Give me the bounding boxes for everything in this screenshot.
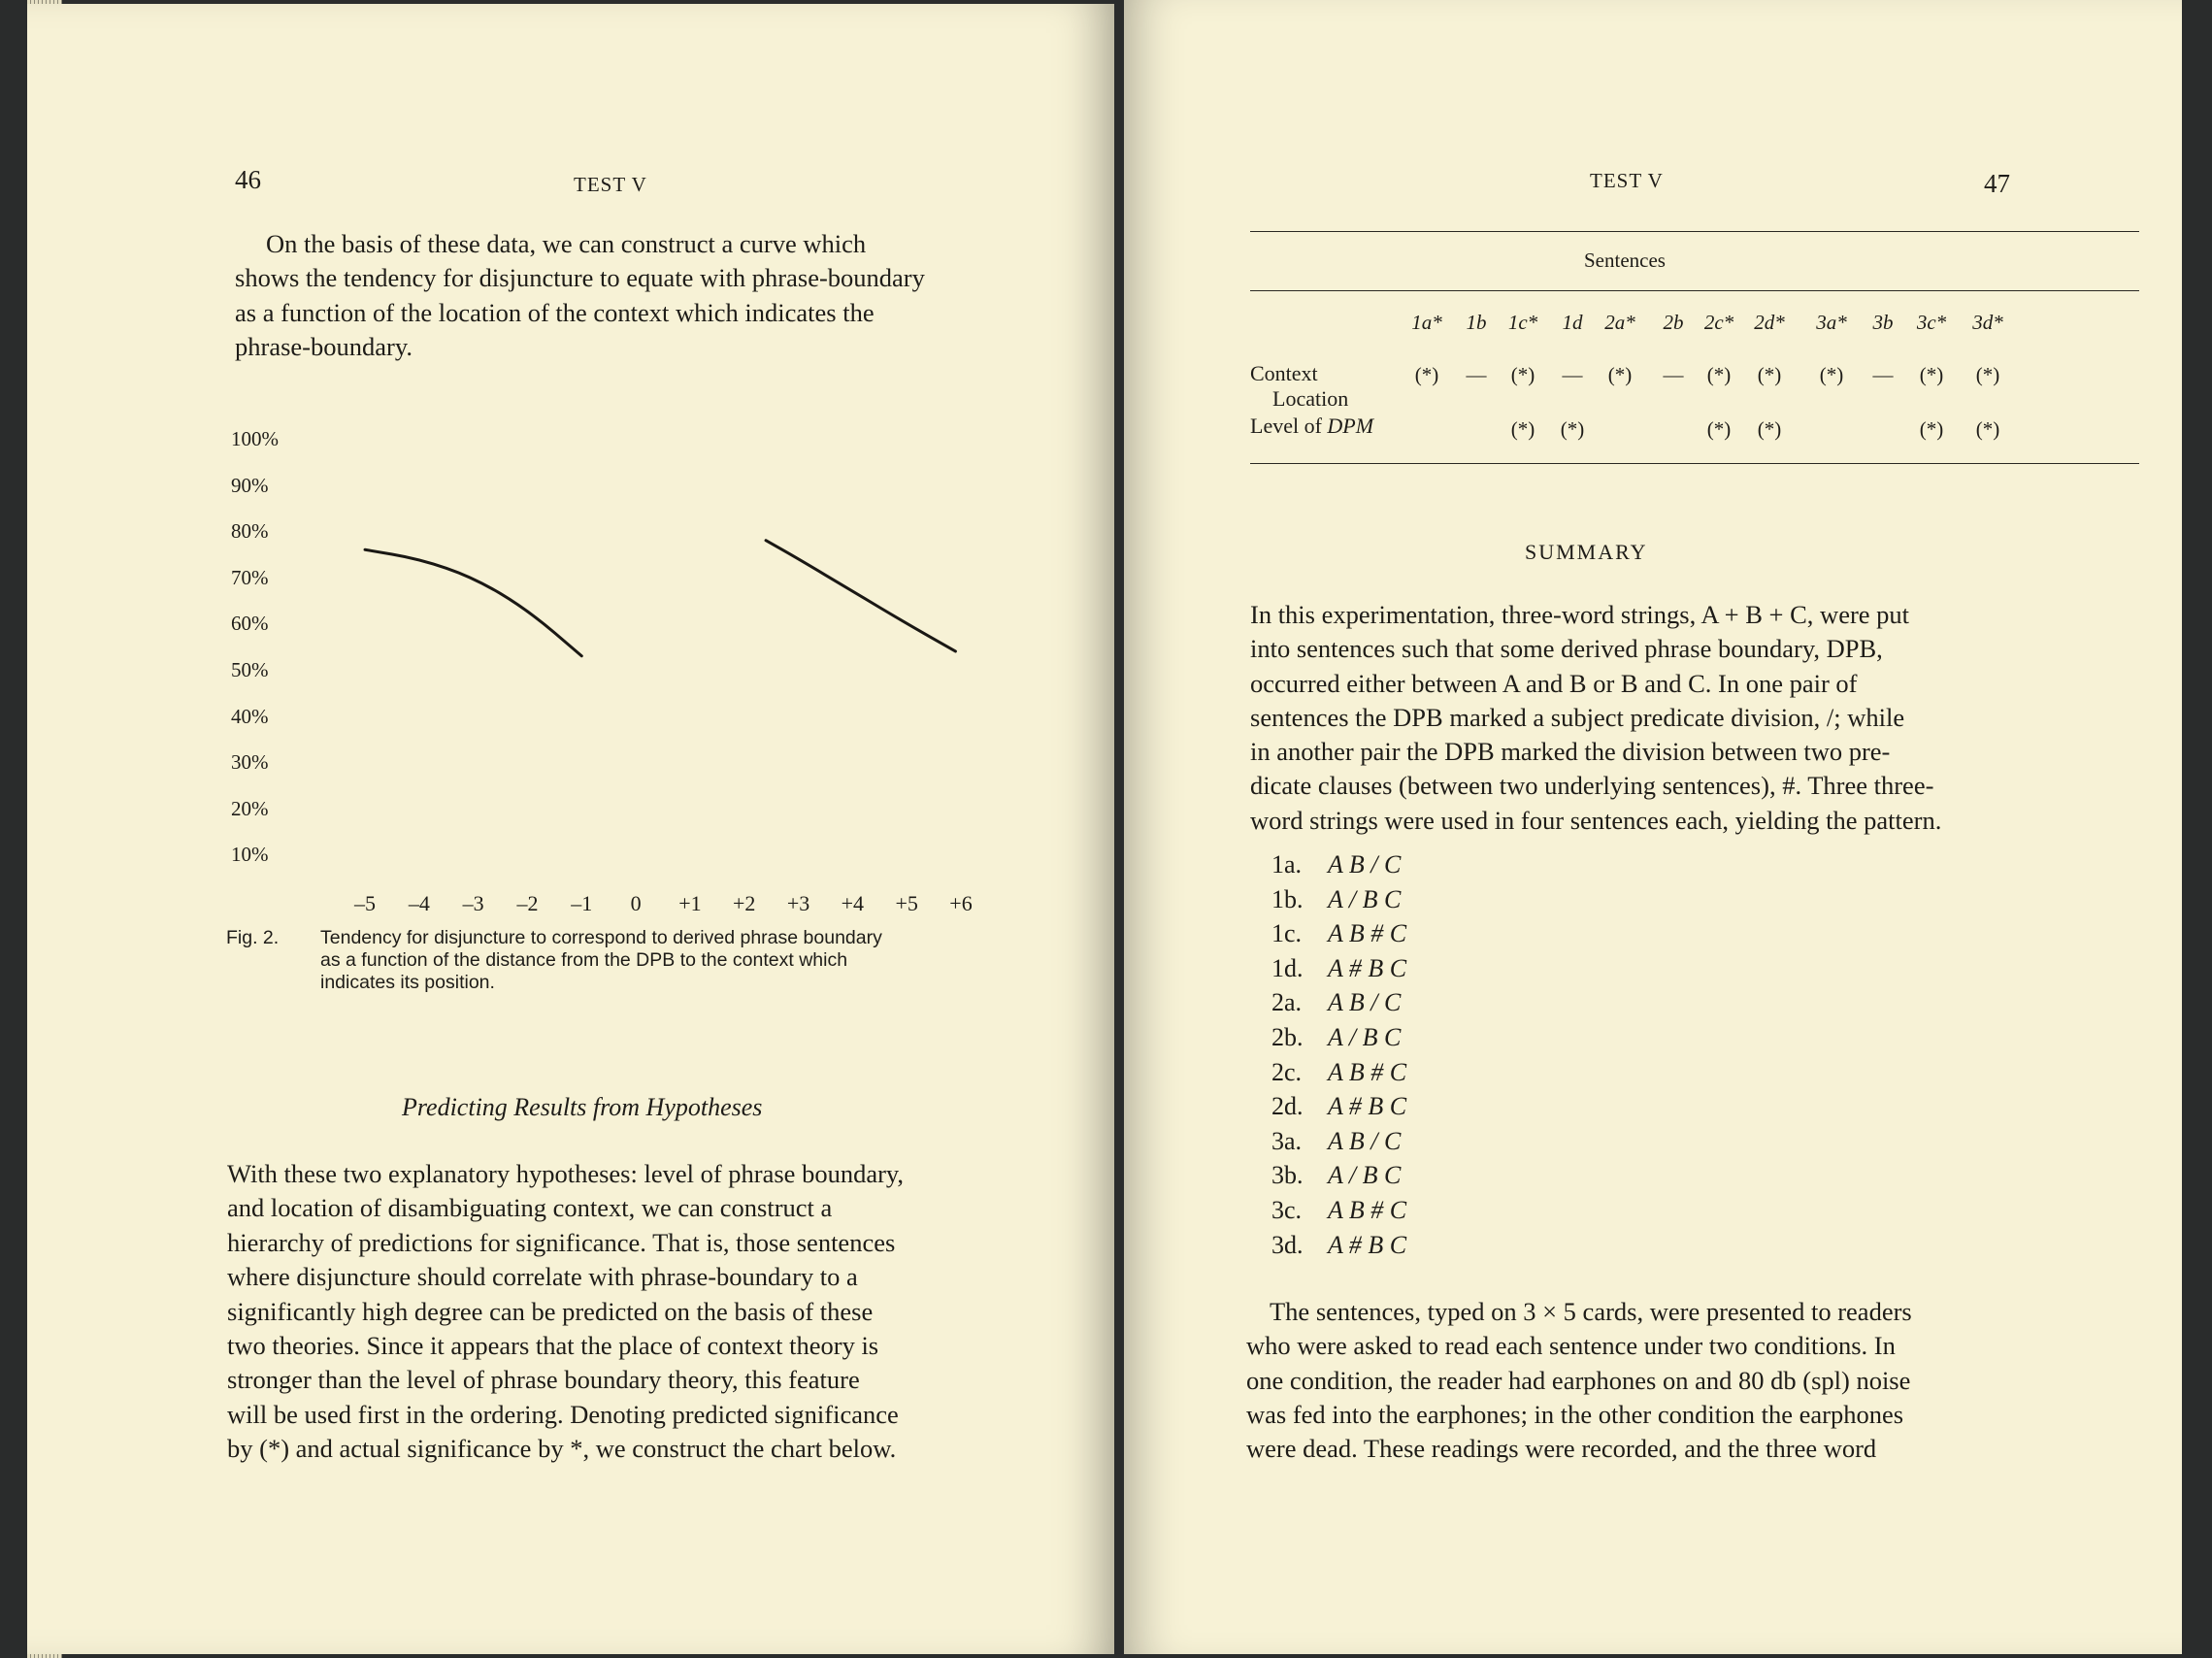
table-cell-context: (*) (1919, 363, 1944, 386)
table-rule-top (1250, 231, 2139, 232)
pattern-label: 3d. (1271, 1230, 1304, 1259)
pattern-list-item (1271, 1092, 1406, 1121)
body-line: With these two explanatory hypotheses: level of phrase boundary, (227, 1159, 905, 1188)
pattern-formula: A B # C (1328, 1057, 1407, 1086)
closing-line: were dead. These readings were recorded, and the three word (1246, 1434, 1877, 1464)
table-rule-bottom (1250, 463, 2139, 464)
left-page (27, 4, 1114, 1654)
pattern-formula: A B # C (1328, 1196, 1407, 1224)
pattern-list-item (1271, 885, 1401, 914)
x-tick-label: –3 (462, 891, 484, 915)
y-tick-label: 20% (231, 796, 269, 820)
summary-heading: SUMMARY (1525, 540, 1648, 564)
pattern-list-item (1271, 1127, 1401, 1156)
pattern-formula: A B / C (1328, 850, 1402, 879)
pattern-formula: A B / C (1328, 988, 1402, 1017)
closing-paragraph (1246, 1295, 2131, 1466)
x-tick-label: +3 (786, 891, 810, 915)
body-line: and location of disambiguating context, we can construct a (227, 1193, 833, 1223)
table-cell-context: (*) (1510, 363, 1535, 386)
pattern-formula: A / B C (1328, 1023, 1402, 1051)
pattern-list-item (1271, 1023, 1401, 1052)
table-cell-context: (*) (1607, 363, 1633, 386)
figure-caption-label: Fig. 2. (226, 927, 280, 948)
intro-line: shows the tendency for disjuncture to equate with phrase-boundary (235, 263, 925, 293)
x-tick-label: –2 (516, 891, 539, 915)
table-column-header: 1a* (1411, 311, 1442, 334)
caption-line: Tendency for disjuncture to correspond to derived phrase boundary (320, 927, 882, 948)
closing-line: The sentences, typed on 3 × 5 cards, were presented to readers (1270, 1297, 1912, 1326)
intro-line: phrase-boundary. (235, 331, 413, 361)
pattern-list-item (1271, 1231, 1406, 1260)
pattern-list-item (1271, 919, 1406, 948)
body-line: significantly high degree can be predicted on the basis of these (227, 1296, 874, 1326)
summary-line: occurred either between A and B or B and C. In one pair of (1250, 668, 1858, 698)
pattern-list-item (1271, 1161, 1401, 1190)
summary-line: in another pair the DPB marked the division between two pre- (1250, 737, 1891, 767)
x-tick-label: –5 (354, 891, 376, 915)
pattern-list-item (1271, 1196, 1406, 1225)
x-tick-label: +4 (841, 891, 865, 915)
chart-curve-2 (766, 541, 955, 651)
table-cell-context: — (1663, 363, 1684, 386)
row-label-location: Location (1272, 386, 1349, 411)
chart-plot-svg (27, 4, 1114, 975)
x-tick-label: +2 (733, 891, 756, 915)
x-tick-label: 0 (630, 891, 642, 915)
section-heading: Predicting Results from Hypotheses (402, 1093, 763, 1121)
table-column-header: 2c* (1703, 311, 1734, 334)
x-tick-label: –1 (571, 891, 593, 915)
intro-line: as a function of the location of the context which indicates the (235, 297, 875, 327)
summary-line: word strings were used in four sentences each, yielding the pattern. (1250, 805, 1942, 835)
table-rule-mid (1250, 290, 2139, 291)
row-label-context: Context (1250, 361, 1318, 385)
y-tick-label: 70% (231, 565, 269, 589)
x-tick-label: +6 (949, 891, 973, 915)
summary-line: into sentences such that some derived phrase boundary, DPB, (1250, 634, 1883, 664)
pattern-label: 2d. (1271, 1092, 1304, 1121)
pattern-formula: A B / C (1328, 1126, 1402, 1155)
body-line: hierarchy of predictions for significance. That is, those sentences (227, 1227, 896, 1257)
table-cell-level: (*) (1975, 417, 2000, 441)
table-cell-level: (*) (1560, 417, 1585, 441)
pattern-label: 1b. (1271, 884, 1304, 913)
x-tick-label: –4 (408, 891, 430, 915)
summary-line: In this experimentation, three-word strings, A + B + C, were put (1250, 600, 1910, 629)
summary-paragraph (1250, 598, 2135, 838)
pattern-list-item (1271, 1058, 1406, 1087)
pattern-list-item (1271, 988, 1401, 1017)
closing-line: who were asked to read each sentence under two conditions. In (1246, 1331, 1896, 1361)
table-cell-context: (*) (1706, 363, 1732, 386)
table-cell-context: — (1466, 363, 1487, 386)
pattern-formula: A # B C (1328, 1230, 1407, 1259)
y-tick-label: 30% (231, 750, 269, 775)
table-cell-context: (*) (1757, 363, 1782, 386)
body-line: where disjuncture should correlate with phrase-boundary to a (227, 1262, 858, 1292)
table-cell-context: — (1872, 363, 1894, 386)
row-label-level (1250, 414, 1373, 439)
table-column-header: 2b (1663, 311, 1684, 334)
body-paragraph (227, 1157, 1011, 1467)
table-cell-context: (*) (1414, 363, 1439, 386)
y-tick-label: 60% (231, 612, 269, 636)
y-tick-label: 100% (231, 427, 279, 450)
pattern-label: 2b. (1271, 1023, 1304, 1051)
y-tick-label: 50% (231, 658, 269, 681)
table-column-header: 3a* (1816, 311, 1847, 334)
y-tick-label: 90% (231, 473, 269, 497)
row-label-level-text: Level of (1250, 414, 1322, 438)
table-column-header: 3b (1872, 311, 1894, 334)
y-tick-label: 80% (231, 519, 269, 544)
table-column-header: 2a* (1604, 311, 1635, 334)
body-line: two theories. Since it appears that the place of context theory is (227, 1331, 879, 1361)
row-label-level-dpm: DPM (1327, 414, 1374, 438)
pattern-list-item (1271, 954, 1406, 983)
chart-curve-1 (365, 549, 581, 655)
pattern-formula: A / B C (1328, 1161, 1402, 1190)
pattern-label: 1d. (1271, 953, 1304, 982)
table-cell-level: (*) (1919, 417, 1944, 441)
pattern-label: 1a. (1271, 850, 1303, 879)
running-head-right: TEST V (1590, 169, 1664, 192)
pattern-label: 3a. (1271, 1126, 1303, 1155)
closing-line: was fed into the earphones; in the other condition the earphones (1246, 1399, 1904, 1429)
caption-line: as a function of the distance from the DPB to the context which (320, 949, 848, 971)
table-column-header: 1b (1466, 311, 1487, 334)
pattern-label: 2a. (1271, 988, 1303, 1017)
pattern-formula: A # B C (1328, 1092, 1407, 1121)
table-cell-context: — (1562, 363, 1583, 386)
y-tick-label: 10% (231, 843, 269, 867)
running-head-left: TEST V (574, 173, 647, 196)
pattern-formula: A / B C (1328, 884, 1402, 913)
intro-line: On the basis of these data, we can construct a curve which (266, 229, 867, 258)
summary-line: dicate clauses (between two underlying sentences), #. Three three- (1250, 771, 1934, 801)
table-header: Sentences (1584, 249, 1666, 272)
pattern-label: 2c. (1271, 1057, 1303, 1086)
page-number-left: 46 (235, 165, 261, 194)
table-cell-level: (*) (1757, 417, 1782, 441)
x-tick-label: +5 (895, 891, 918, 915)
table-column-header: 3d* (1972, 311, 2003, 334)
table-column-header: 3c* (1916, 311, 1947, 334)
caption-line: indicates its position. (320, 972, 495, 993)
right-page (1124, 0, 2182, 1654)
page-number-right: 47 (1984, 169, 2010, 198)
body-line: will be used first in the ordering. Denoting predicted significance (227, 1399, 899, 1429)
pattern-formula: A B # C (1328, 919, 1407, 948)
body-line: stronger than the level of phrase boundary theory, this feature (227, 1365, 860, 1395)
table-cell-level: (*) (1510, 417, 1535, 441)
pattern-formula: A # B C (1328, 953, 1407, 982)
x-tick-label: +1 (678, 891, 702, 915)
pattern-list-item (1271, 850, 1401, 879)
y-tick-label: 40% (231, 704, 269, 728)
table-cell-context: (*) (1819, 363, 1844, 386)
table-cell-level: (*) (1706, 417, 1732, 441)
table-column-header: 1c* (1507, 311, 1538, 334)
table-column-header: 1d (1562, 311, 1583, 334)
closing-line: one condition, the reader had earphones on and 80 db (spl) noise (1246, 1365, 1911, 1395)
figure-caption (320, 927, 1015, 994)
pattern-label: 3b. (1271, 1161, 1304, 1190)
table-column-header: 2d* (1754, 311, 1785, 334)
pattern-label: 1c. (1271, 919, 1303, 948)
body-line: by (*) and actual significance by *, we construct the chart below. (227, 1434, 897, 1464)
summary-line: sentences the DPB marked a subject predicate division, /; while (1250, 702, 1905, 732)
pattern-label: 3c. (1271, 1196, 1303, 1224)
table-cell-context: (*) (1975, 363, 2000, 386)
